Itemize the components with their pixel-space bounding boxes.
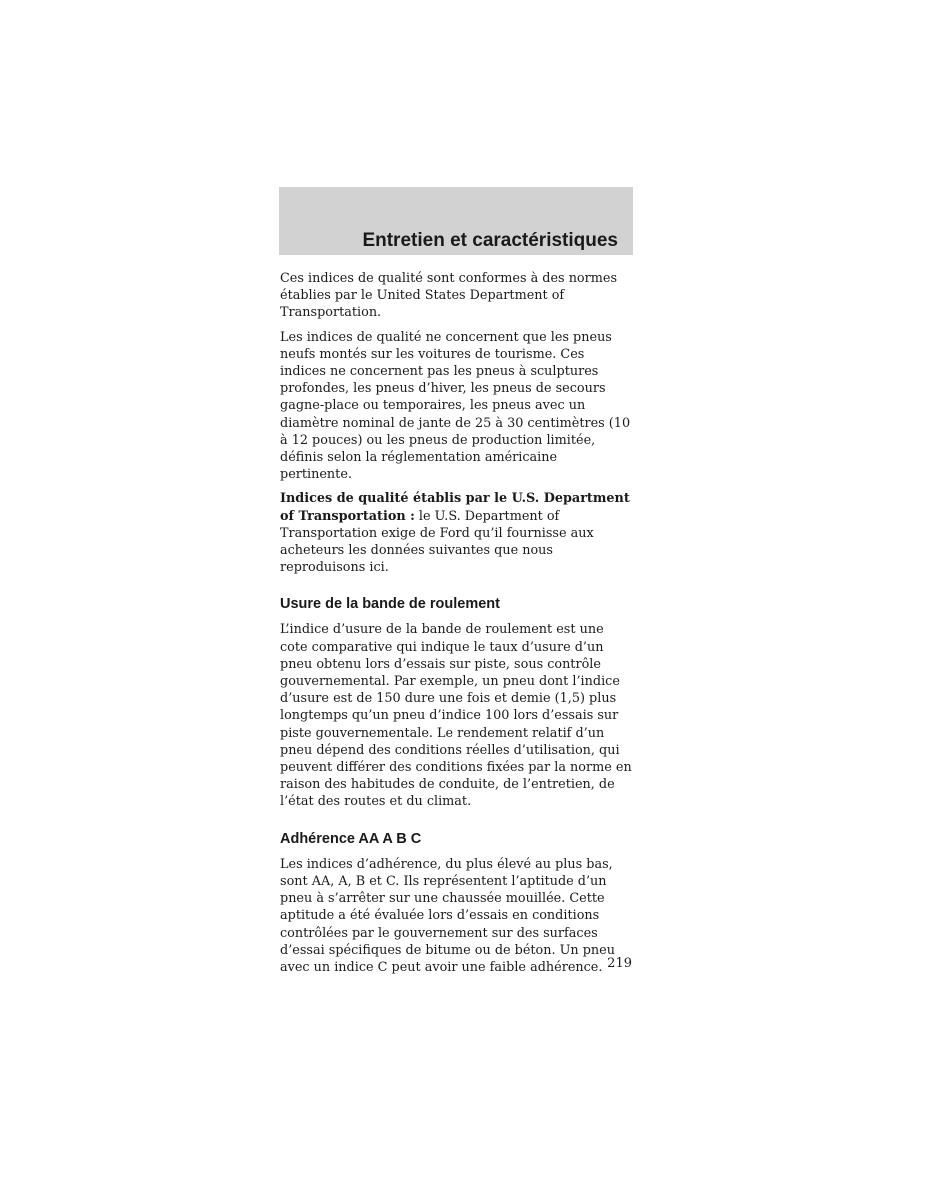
paragraph-treadwear: L’indice d’usure de la bande de roulement est une cote comparative qui indique le taux d’usure d’un pneu obtenu lors d’essais sur piste, sous contrôle gouvernemental. Par exemple, un pneu dont l’indice d’usure est de 150 dure une fois et demie (1,5) plus longtemps qu’un pneu d’indice 100 lors d’essais sur piste gouvernementale. Le rendement relatif d’un pneu dépend des conditions réelles d’utilisation, qui peuvent différer des conditions fixées par la norme en raison des habitudes de conduite, de l’entretien, de l’état des routes et du climat. xyxy=(280,622,632,810)
page-number: 219 xyxy=(607,956,632,971)
heading-treadwear: Usure de la bande de roulement xyxy=(280,596,500,613)
paragraph-dot-grades xyxy=(280,490,632,576)
section-title: Entretien et caractéristiques xyxy=(362,230,618,251)
paragraph-standards: Ces indices de qualité sont conformes à des normes établies par le United States Department of Transportation. xyxy=(280,271,618,321)
page-content xyxy=(280,270,632,983)
paragraph-traction: Les indices d’adhérence, du plus élevé au plus bas, sont AA, A, B et C. Ils représentent l’aptitude d’un pneu à s’arrêter sur une chaussée mouillée. Cette aptitude a été évaluée lors d’essais en conditions contrôlées par le gouvernement sur des surfaces d’essai spécifiques de bitume ou de béton. Un pneu avec un indice C peut avoir une faible adhérence. xyxy=(280,856,615,975)
paragraph-lead: Indices de qualité établis par le U.S. Department of Transportation : xyxy=(280,491,630,524)
paragraph-lead-text: le U.S. Department of Transportation exige de Ford qu’il fournisse aux acheteurs les données suivantes que nous reproduisons ici. xyxy=(280,508,594,576)
section-header-band xyxy=(279,187,633,255)
paragraph-scope: Les indices de qualité ne concernent que les pneus neufs montés sur les voitures de tourisme. Ces indices ne concernent pas les pneus à sculptures profondes, les pneus d’hiver, les pneus de secours gagne-place ou temporaires, les pneus avec un diamètre nominal de jante de 25 à 30 centimètres (10 à 12 pouces) ou les pneus de production limitée, définis selon la réglementation américaine pertinente. xyxy=(280,329,631,483)
heading-traction: Adhérence AA A B C xyxy=(280,830,422,847)
